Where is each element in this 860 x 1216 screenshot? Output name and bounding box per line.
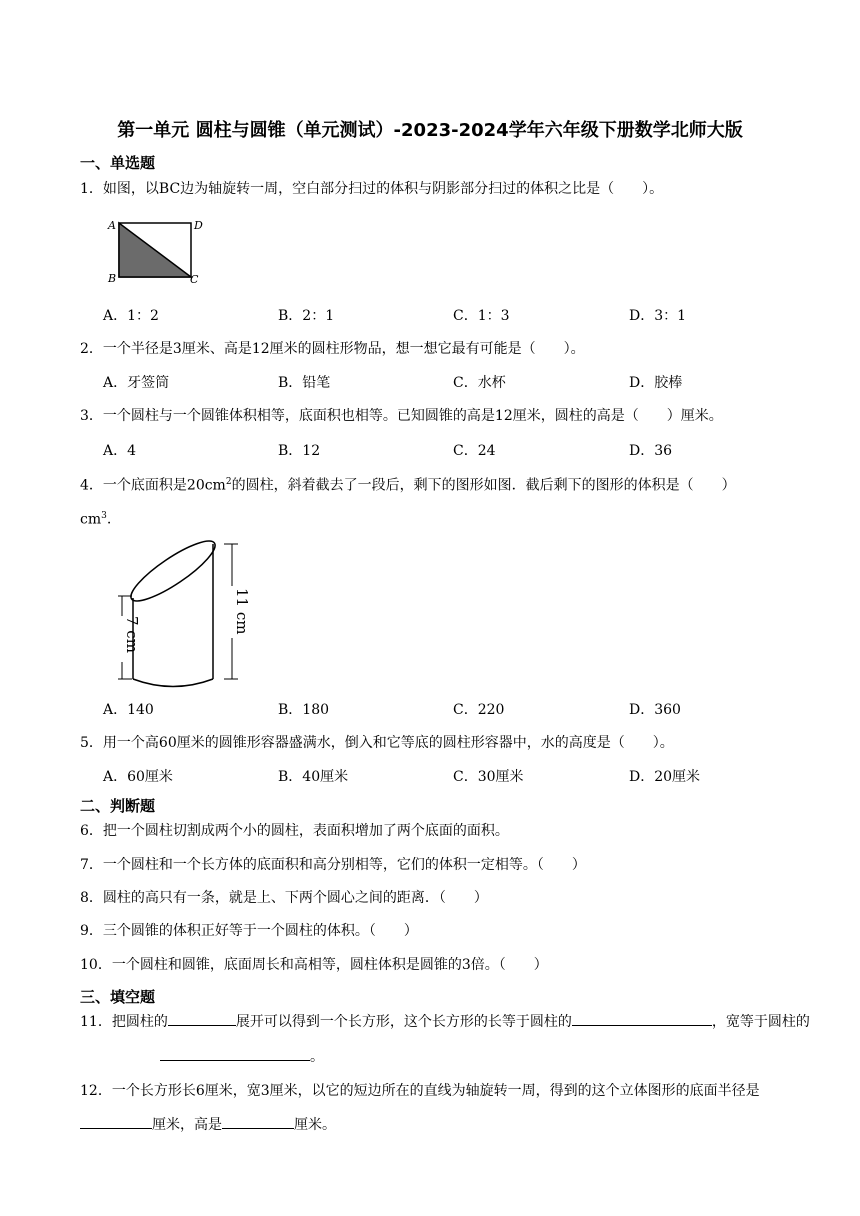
q4-superscript-2: 2 [225, 477, 232, 487]
option-d[interactable]: D．36 [629, 443, 673, 459]
figure-label-a: A [108, 219, 116, 232]
question-4-text-line1 [80, 466, 810, 502]
q12-text-3: 厘米。 [294, 1117, 336, 1133]
q4-text-a: 4．一个底面积是20cm [80, 477, 226, 494]
question-11-line2 [80, 1041, 810, 1073]
question-6-text: 6．把一个圆柱切割成两个小的圆柱，表面积增加了两个底面的面积。 [80, 823, 509, 839]
question-11-line1 [80, 1006, 820, 1038]
option-b[interactable]: B．40厘米 [278, 769, 349, 785]
question-12-text [80, 1074, 815, 1142]
option-c[interactable]: C．220 [453, 702, 505, 718]
option-b[interactable]: B．12 [278, 443, 321, 459]
answer-blank-2[interactable] [572, 1010, 712, 1026]
q11-text-1: 11．把圆柱的 [80, 1014, 168, 1030]
question-5-text: 5．用一个高60厘米的圆锥形容器盛满水，倒入和它等底的圆柱形容器中，水的高度是（ ）。 [80, 735, 674, 751]
q4-period: . [106, 511, 112, 528]
question-1-figure [106, 216, 206, 286]
figure-label-c: C [190, 273, 199, 286]
question-7-text: 7．一个圆柱和一个长方体的底面积和高分别相等，它们的体积一定相等。（ ） [80, 857, 586, 873]
question-10-text: 10．一个圆柱和圆锥，底面周长和高相等，圆柱体积是圆锥的3倍。（ ） [80, 957, 548, 973]
section-heading-fill-blank: 三、填空题 [80, 988, 156, 1006]
section-heading-true-false: 二、判断题 [80, 797, 156, 815]
q11-text-2: 展开可以得到一个长方形，这个长方形的长等于圆柱的 [235, 1014, 572, 1030]
question-1-text: 1．如图，以BC边为轴旋转一周，空白部分扫过的体积与阴影部分扫过的体积之比是（ ）。 [80, 181, 664, 197]
answer-blank-1[interactable] [168, 1010, 236, 1026]
question-4-text-line2 [80, 500, 810, 536]
q12-text-2: 厘米，高是 [152, 1117, 222, 1133]
option-a[interactable]: A．140 [103, 702, 154, 718]
question-2-text: 2．一个半径是3厘米、高是12厘米的圆柱形物品，想一想它最有可能是（ ）。 [80, 341, 585, 357]
q12-text-1: 12．一个长方形长6厘米，宽3厘米，以它的短边所在的直线为轴旋转一周，得到的这个立体图形的底面半径是 [80, 1083, 760, 1099]
section-heading-single-choice: 一、单选题 [80, 154, 156, 172]
option-c[interactable]: C．30厘米 [453, 769, 524, 785]
question-9-text: 9．三个圆锥的体积正好等于一个圆柱的体积。（ ） [80, 923, 418, 939]
option-d[interactable]: D．胶棒 [629, 375, 683, 391]
dimension-label-7cm: 7 cm [123, 616, 141, 653]
option-c[interactable]: C．1：3 [453, 308, 510, 324]
answer-blank-3[interactable] [160, 1045, 310, 1061]
option-a[interactable]: A．牙签筒 [103, 375, 170, 391]
option-a[interactable]: A．4 [103, 443, 137, 459]
q4-superscript-3: 3 [101, 511, 107, 521]
option-b[interactable]: B．180 [278, 702, 330, 718]
page-title: 第一单元 圆柱与圆锥（单元测试）-2023-2024学年六年级下册数学北师大版 [117, 120, 743, 141]
option-d[interactable]: D．3：1 [629, 308, 687, 324]
option-a[interactable]: A．60厘米 [103, 769, 173, 785]
answer-blank-height[interactable] [222, 1113, 294, 1129]
q11-text-3: ，宽等于圆柱的 [711, 1014, 810, 1030]
option-b[interactable]: B．铅笔 [278, 375, 331, 391]
option-a[interactable]: A．1：2 [103, 308, 159, 324]
figure-label-b: B [108, 272, 117, 285]
question-3-text: 3．一个圆柱与一个圆锥体积相等，底面积也相等。已知圆锥的高是12厘米，圆柱的高是（ ）厘米。 [80, 408, 723, 424]
question-8-text: 8．圆柱的高只有一条，就是上、下两个圆心之间的距离．（ ） [80, 890, 488, 906]
q11-text-4: 。 [310, 1049, 324, 1065]
option-c[interactable]: C．24 [453, 443, 496, 459]
option-b[interactable]: B．2：1 [278, 308, 335, 324]
answer-blank-radius[interactable] [80, 1113, 152, 1129]
option-d[interactable]: D．360 [629, 702, 681, 718]
dimension-label-11cm: 11 cm [233, 588, 251, 635]
option-c[interactable]: C．水杯 [453, 375, 506, 391]
figure-label-d: D [194, 219, 203, 232]
option-d[interactable]: D．20厘米 [629, 769, 701, 785]
q4-text-b: 的圆柱，斜着截去了一段后，剩下的图形如图．截后剩下的图形的体积是（ ） [231, 477, 736, 494]
q4-unit: cm [80, 511, 102, 528]
question-4-figure [110, 538, 251, 696]
